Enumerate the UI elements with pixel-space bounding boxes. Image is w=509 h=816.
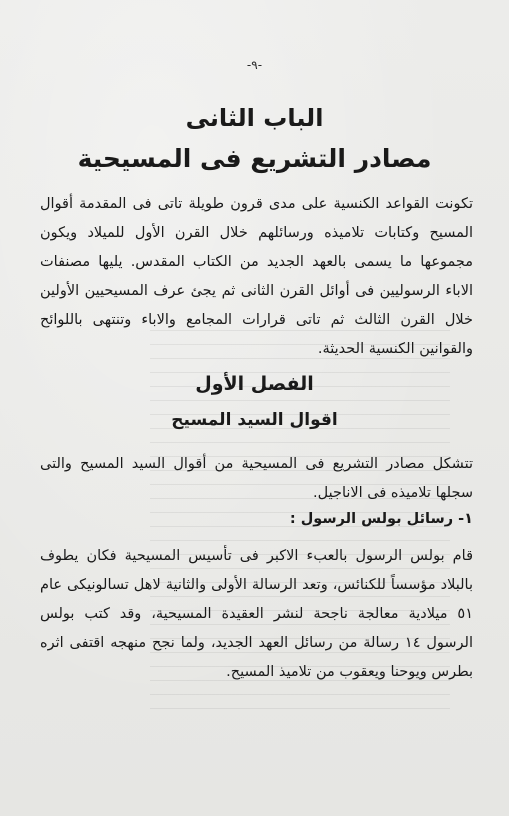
sources-paragraph: تتشكل مصادر التشريع فى المسيحية من أقوال السيد المسيح والتى سجلها تلاميذه فى الاناجيل. [40,456,473,501]
chapter-title: الفصل الأول [195,373,314,395]
section-title: اقوال السيد المسيح [171,410,338,430]
intro-paragraph: تكونت القواعد الكنسية على مدى قرون طويلة تاتى فى المقدمة أقوال المسيح وكتابات تلاميذه ورسائلهم خلال القرن الأول للميلاد ويكون مجموعها ما يسمى بالعهد الجديد من الكتاب المقدس. يليها مصنفات الاباء الرسوليين فى أوائل القرن الثانى ثم يجئ عرف المسيحيين الأولين خلال القرن الثالث ثم تاتى قرارات المجامع والاباء وتنتهى باللوائح والقوانين الكنسية الحديثة. [40,196,473,357]
part-title: الباب الثانى [185,104,324,132]
paul-paragraph: قام بولس الرسول بالعبء الاكبر فى تأسيس المسيحية فكان يطوف بالبلاد مؤسساً للكنائس، وتعد الرسالة الأولى والثانية لاهل تسالونيكى عام ٥١ ميلادية معالجة ناجحة لنشر العقيدة المسيحية، وقد كتب بولس الرسول ١٤ رسالة من رسائل العهد الجديد، ولما نجح منهجه اقتفى اثره بطرس ويوحنا ويعقوب من تلاميذ المسيح. [40,548,473,680]
list-item-heading: ١- رسائل بولس الرسول : [289,511,473,527]
part-subtitle: مصادر التشريع فى المسيحية [77,144,432,173]
page-number: -٩- [246,58,263,72]
